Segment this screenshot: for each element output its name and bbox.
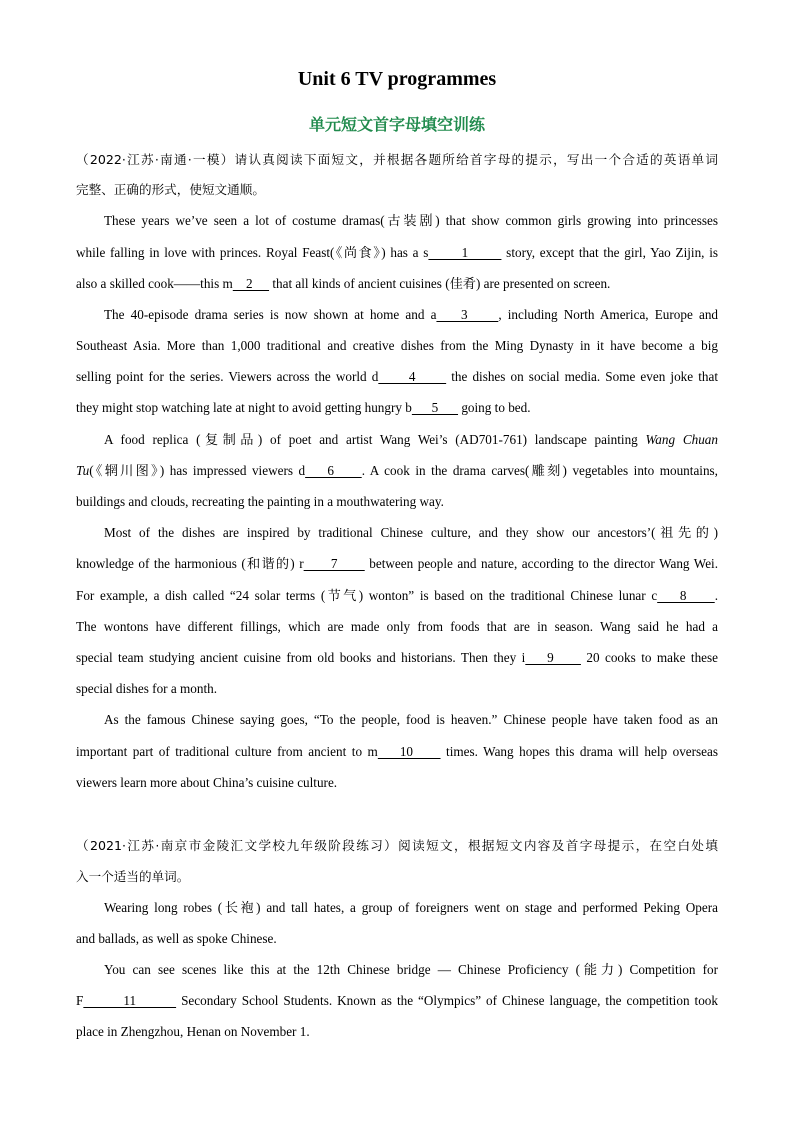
blank-3[interactable]: 3 [436,307,499,322]
painting-title: Wang Chuan [645,432,718,447]
passage2-p1-line-2: and ballads, as well as spoke Chinese. [76,931,277,946]
text-span: they might stop watching late at night to avoid getting hungry b [76,400,412,415]
text-span: (《辋川图》) has impressed viewers d [89,463,306,478]
blank-5[interactable]: 5 [411,400,459,415]
page-title: Unit 6 TV programmes [297,68,497,90]
text-span: knowledge of the harmonious (和谐的) r [76,556,304,571]
passage1-p3-line-2 [76,461,718,481]
text-span: selling point for the series. Viewers across the world d [76,369,379,384]
text-span: also a skilled cook——this m [76,276,233,291]
blank-10[interactable]: 10 [377,744,441,759]
text-span: going to bed. [458,400,531,415]
passage1-p4-line-6: special dishes for a month. [76,681,217,696]
blank-7[interactable]: 7 [303,556,365,571]
passage1-p3-line-3: buildings and clouds, recreating the painting in a mouthwatering way. [76,494,444,509]
text-span: F [76,993,84,1008]
passage1-p4-line-4: The wontons have different fillings, which are made only from foods that are in season. Wang said he had a [76,619,718,634]
passage1-p4-line-5 [76,648,718,668]
text-span: between people and nature, according to the director Wang Wei. [364,556,719,571]
text-span: For example, a dish called “24 solar terms (节气) wonton” is based on the traditional Chinese lunar c [76,588,658,603]
painting-title: Tu [76,463,90,478]
passage2-instruction-line-2: 入一个适当的单词。 [76,869,190,884]
text-span: . A cook in the drama carves(雕刻) vegetables into mountains, [361,463,718,478]
text-span: the dishes on social media. Some even joke that [446,369,719,384]
passage1-p5-line-3: viewers learn more about China’s cuisine culture. [76,775,338,790]
blank-2[interactable]: 2 [232,276,270,291]
passage2-p2-line-2 [76,991,718,1011]
passage1-p1-line-1: These years we’ve seen a lot of costume dramas(古装剧) that show common girls growing into princesses [104,213,718,228]
text-span: that all kinds of ancient cuisines (佳肴) are presented on screen. [269,276,611,291]
passage1-p2-line-2: Southeast Asia. More than 1,000 traditional and creative dishes from the Ming Dynasty in it have become a big [76,338,718,353]
text-span: times. Wang hopes this drama will help overseas [440,744,719,759]
passage2-p2-line-3: place in Zhengzhou, Henan on November 1. [76,1024,310,1039]
passage1-p4-line-2 [76,554,718,574]
passage1-p5-line-1: As the famous Chinese saying goes, “To the people, food is heaven.” Chinese people have taken food as an [104,712,718,727]
passage1-p4-line-3 [76,586,718,606]
text-span: A food replica (复制品) of poet and artist Wang Wei’s (AD701-761) landscape painting [104,432,646,447]
blank-11[interactable]: 11 [83,993,177,1008]
text-span: . [714,588,719,603]
passage1-p5-line-2 [76,742,718,762]
text-span: special team studying ancient cuisine from old books and historians. Then they i [76,650,526,665]
passage1-p2-line-3 [76,367,718,387]
text-span: 20 cooks to make these [580,650,718,665]
blank-8[interactable]: 8 [657,588,715,603]
passage1-p1-line-2 [76,243,718,263]
blank-1[interactable]: 1 [428,245,502,260]
passage1-p2-line-1 [104,305,718,325]
blank-4[interactable]: 4 [378,369,447,384]
passage1-p4-line-1: Most of the dishes are inspired by traditional Chinese culture, and they show our ancestors’(祖先的) [104,525,718,540]
text-span: The 40-episode drama series is now shown at home and a [104,307,437,322]
text-span: , including North America, Europe and [498,307,719,322]
passage2-p1-line-1: Wearing long robes (长袍) and tall hates, a group of foreigners went on stage and performed Peking Opera [104,900,718,915]
page-subtitle: 单元短文首字母填空训练 [308,115,485,134]
passage1-instruction-line-2: 完整、正确的形式，使短文通顺。 [76,182,265,197]
text-span: important part of traditional culture from ancient to m [76,744,378,759]
blank-9[interactable]: 9 [525,650,581,665]
passage2-p2-line-1: You can see scenes like this at the 12th Chinese bridge — Chinese Proficiency (能力) Competition for [104,962,718,977]
passage1-p1-line-3 [76,274,718,294]
text-span: while falling in love with princes. Royal Feast(《尚食》) has a s [76,245,429,260]
text-span: Secondary School Students. Known as the “Olympics” of Chinese language, the competition took [176,993,718,1008]
blank-6[interactable]: 6 [305,463,362,478]
passage2-instruction-line-1: （2021·江苏·南京市金陵汇文学校九年级阶段练习）阅读短文，根据短文内容及首字母提示，在空白处填 [76,838,718,853]
passage1-p2-line-4 [76,398,718,418]
passage1-instruction-line-1: （2022·江苏·南通·一模）请认真阅读下面短文，并根据各题所给首字母的提示，写出一个合适的英语单词 [76,152,718,167]
passage1-p3-line-1 [104,430,718,450]
text-span: story, except that the girl, Yao Zijin, is [501,245,719,260]
